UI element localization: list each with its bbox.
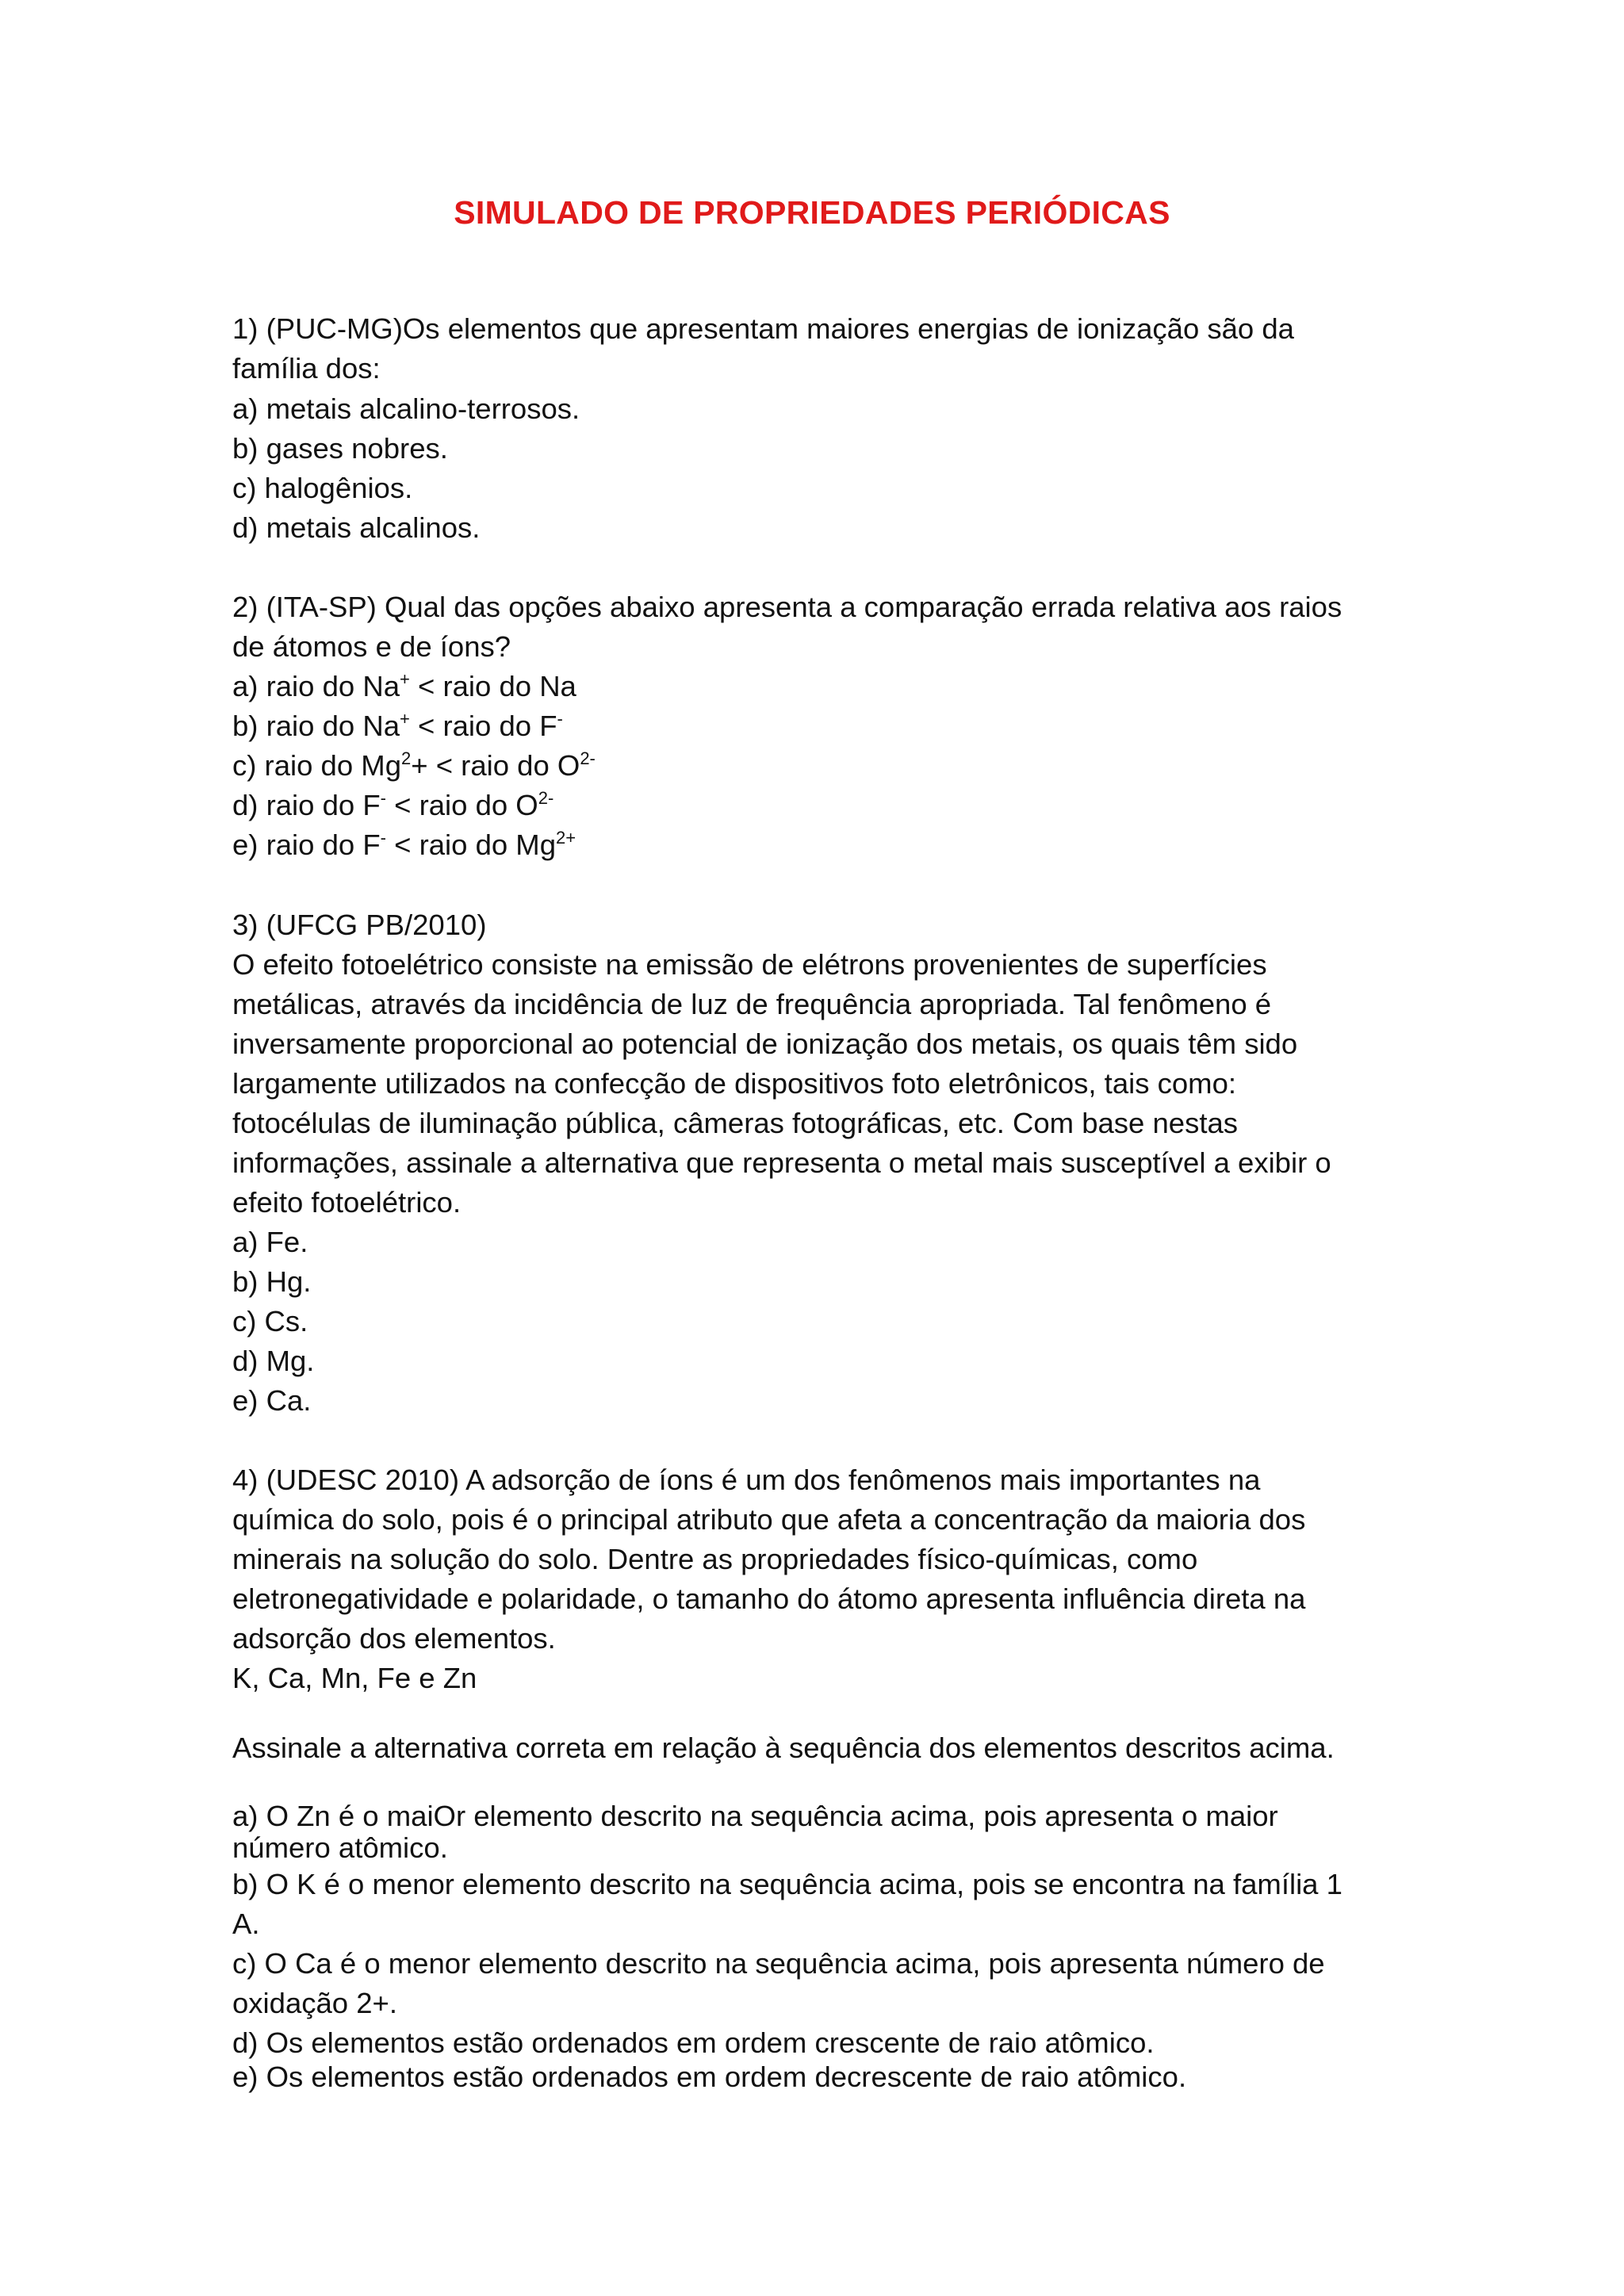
option-text: < raio do F xyxy=(409,710,557,742)
option-text: + < raio do O xyxy=(411,749,580,782)
question-3-text-line: efeito fotoelétrico. xyxy=(232,1186,462,1219)
question-1-stem-line-2: família dos: xyxy=(232,352,381,385)
question-4-text-line: 4) (UDESC 2010) A adsorção de íons é um dos fenômenos mais importantes na xyxy=(232,1464,1261,1496)
question-4-text-line: minerais na solução do solo. Dentre as propriedades físico-químicas, como xyxy=(232,1543,1198,1575)
question-4-text-line: eletronegatividade e polaridade, o tamanho do átomo apresenta influência direta na xyxy=(232,1582,1306,1615)
option-text: d) raio do F xyxy=(232,789,381,821)
question-2-option-c xyxy=(232,748,596,783)
question-3-option-a: a) Fe. xyxy=(232,1226,308,1258)
charge-superscript: 2 xyxy=(401,748,412,768)
option-text: < raio do Na xyxy=(409,670,576,702)
question-1-option-d: d) metais alcalinos. xyxy=(232,511,481,544)
charge-superscript: - xyxy=(380,788,386,808)
charge-superscript: + xyxy=(400,669,410,689)
question-3-text-line: inversamente proporcional ao potencial de ionização dos metais, os quais têm sido xyxy=(232,1027,1298,1060)
question-4-text-line: adsorção dos elementos. xyxy=(232,1622,556,1655)
question-4-option-c: c) O Ca é o menor elemento descrito na sequência acima, pois apresenta número de xyxy=(232,1947,1325,1980)
page-title: SIMULADO DE PROPRIEDADES PERIÓDICAS xyxy=(454,194,1170,231)
question-4-element-list: K, Ca, Mn, Fe e Zn xyxy=(232,1662,477,1694)
option-text: c) raio do Mg xyxy=(232,749,401,782)
option-text: e) raio do F xyxy=(232,828,381,861)
question-2-option-d xyxy=(232,788,553,823)
option-text: a) raio do Na xyxy=(232,670,400,702)
question-3-text-line: metálicas, através da incidência de luz de frequência apropriada. Tal fenômeno é xyxy=(232,988,1272,1020)
question-4-option-c-cont: oxidação 2+. xyxy=(232,1987,398,2019)
question-3-header: 3) (UFCG PB/2010) xyxy=(232,909,487,941)
question-4-option-a: a) O Zn é o maiOr elemento descrito na sequência acima, pois apresenta o maior xyxy=(232,1800,1278,1832)
charge-superscript: - xyxy=(557,709,563,729)
question-3-option-d: d) Mg. xyxy=(232,1345,315,1377)
charge-superscript: + xyxy=(400,709,410,729)
charge-superscript: 2- xyxy=(580,748,596,768)
question-4-text-line: química do solo, pois é o principal atributo que afeta a concentração da maioria dos xyxy=(232,1503,1306,1536)
question-2-stem-line-2: de átomos e de íons? xyxy=(232,630,511,663)
question-4-option-d: d) Os elementos estão ordenados em ordem crescente de raio atômico. xyxy=(232,2026,1155,2059)
question-3-text-line: informações, assinale a alternativa que representa o metal mais susceptível a exibir o xyxy=(232,1146,1331,1179)
question-1-option-a: a) metais alcalino-terrosos. xyxy=(232,392,580,425)
option-text: < raio do Mg xyxy=(385,828,557,861)
charge-superscript: 2- xyxy=(538,788,554,808)
question-4-option-a-cont: número atômico. xyxy=(232,1831,448,1864)
question-3-option-b: b) Hg. xyxy=(232,1265,312,1298)
question-1-option-b: b) gases nobres. xyxy=(232,432,448,465)
question-3-option-c: c) Cs. xyxy=(232,1305,308,1337)
question-4-option-b: b) O K é o menor elemento descrito na sequência acima, pois se encontra na família 1 xyxy=(232,1868,1342,1900)
question-2-option-a xyxy=(232,669,576,704)
question-2-option-e xyxy=(232,828,576,863)
question-1-option-c: c) halogênios. xyxy=(232,472,413,504)
question-1-stem-line-1: 1) (PUC-MG)Os elementos que apresentam maiores energias de ionização são da xyxy=(232,312,1294,345)
option-text: < raio do O xyxy=(385,789,538,821)
question-4-option-b-cont: A. xyxy=(232,1908,260,1940)
option-text: b) raio do Na xyxy=(232,710,400,742)
question-3-option-e: e) Ca. xyxy=(232,1384,312,1417)
charge-superscript: - xyxy=(380,828,386,848)
charge-superscript: 2+ xyxy=(556,828,576,848)
question-3-text-line: O efeito fotoelétrico consiste na emissão de elétrons provenientes de superfícies xyxy=(232,948,1267,981)
question-4-option-e: e) Os elementos estão ordenados em ordem decrescente de raio atômico. xyxy=(232,2061,1187,2093)
question-2-option-b xyxy=(232,709,563,744)
question-3-text-line: fotocélulas de iluminação pública, câmeras fotográficas, etc. Com base nestas xyxy=(232,1107,1239,1139)
question-4-instruction: Assinale a alternativa correta em relação à sequência dos elementos descritos acima. xyxy=(232,1732,1335,1764)
question-2-stem-line-1: 2) (ITA-SP) Qual das opções abaixo apresenta a comparação errada relativa aos raios xyxy=(232,591,1342,623)
question-3-text-line: largamente utilizados na confecção de dispositivos foto eletrônicos, tais como: xyxy=(232,1067,1237,1100)
